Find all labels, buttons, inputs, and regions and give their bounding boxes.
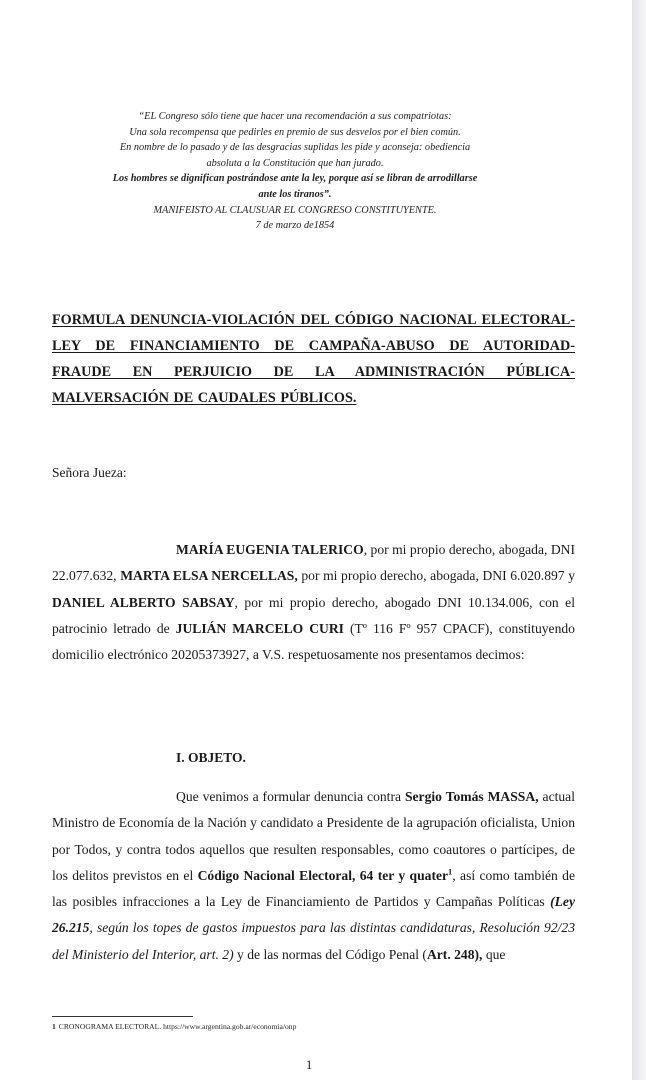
page-edge: [632, 0, 646, 1080]
epigraph-line: En nombre de lo pasado y de las desgracias suplidas les pide y aconseja: obediencia: [119, 142, 471, 154]
intro-text: , por mi propio derecho, abogada, DNI 22.077.632,: [52, 542, 576, 584]
epigraph-bold-line: Los hombres se dignifican postrándose ante la ley, porque así se libran de arrodillarse: [112, 173, 478, 185]
party-name: MARTA ELSA NERCELLAS,: [120, 568, 298, 584]
epigraph-line: Una sola recompensa que pedirles en premio de sus desvelos por el bien común.: [129, 126, 461, 138]
intro-text: por mi propio derecho, abogada, DNI 6.020.897 y: [297, 568, 575, 584]
footnote-text: CRONOGRAMA ELECTORAL. https://www.argentina.gob.ar/economia/onp: [58, 1022, 297, 1031]
objeto-text: actual Ministro de Economía de la Nación y candidato a Presidente de la agrupación oficialista, Union por Todos, y contra todos aquellos que resulten responsables, como coautores o partícipes, de los delitos previstos en el: [52, 789, 575, 883]
epigraph-line: “EL Congreso sólo tiene que hacer una recomendación a sus compatriotas:: [138, 111, 452, 122]
footnote-number: 1: [52, 1022, 56, 1031]
page-number: 1: [306, 1058, 313, 1072]
epigraph-quote: [60, 109, 530, 234]
section-heading-objeto: I. OBJETO.: [176, 750, 246, 765]
intro-text: , por mi propio derecho, abogado DNI 10.134.006, con el patrocinio letrado de: [52, 594, 575, 636]
intro-paragraph: [52, 537, 575, 668]
intro-text: (Tº 116 Fº 957 CPACF), constituyendo domicilio electrónico 20205373927, a V.S. respetuosamente nos presentamos decimos:: [52, 620, 575, 663]
epigraph-date: 7 de marzo de1854: [255, 220, 335, 232]
code-reference: Código Nacional Electoral, 64 ter y quater: [197, 867, 449, 883]
objeto-paragraph: [52, 784, 575, 968]
law-open-paren: (: [550, 894, 555, 910]
salutation: Señora Jueza:: [52, 465, 127, 480]
party-name: DANIEL ALBERTO SABSAY: [52, 594, 235, 610]
document-title-end: .: [352, 390, 357, 406]
epigraph-bold-line: ante los tiranos”.: [258, 188, 332, 200]
party-name: MARÍA EUGENIA TALERICO: [176, 542, 364, 557]
objeto-text: que: [482, 946, 506, 962]
law-detail: , según los topes de gastos impuestos para las distintas candidaturas, Resolución 92/23 del Ministerio del Interior, art. 2): [52, 920, 575, 962]
penal-reference: Art. 248),: [426, 946, 483, 962]
law-reference: Ley 26.215: [52, 894, 575, 936]
footnote: [52, 1022, 296, 1031]
footnote-divider: [52, 1016, 193, 1017]
epigraph-source: MANIFEISTO AL CLAUSUAR EL CONGRESO CONSTITUYENTE.: [153, 204, 437, 216]
document-title: [52, 307, 575, 411]
sponsor-name: JULIÁN MARCELO CURI: [175, 620, 344, 636]
objeto-text: , así como también de las posibles infracciones a la Ley de Financiamiento de Partidos y Campañas Políticas: [52, 867, 575, 910]
document-title-text: FORMULA DENUNCIA-VIOLACIÓN DEL CÓDIGO NACIONAL ELECTORAL- LEY DE FINANCIAMIENTO DE CAMPAÑA-ABUSO DE AUTORIDAD- FRAUDE EN PERJUICIO DE LA ADMINISTRACIÓN PÚBLICA- MALVERSACIÓN DE CAUDALES PÚBLICOS: [52, 312, 575, 406]
epigraph-line: absoluta a la Constitución que han jurado.: [206, 157, 384, 169]
accused-name: Sergio Tomás MASSA,: [404, 789, 539, 804]
objeto-text: y de las normas del Código Penal (: [233, 946, 427, 962]
footnote-reference: 1: [448, 866, 453, 877]
objeto-text: Que venimos a formular denuncia contra: [176, 789, 405, 804]
